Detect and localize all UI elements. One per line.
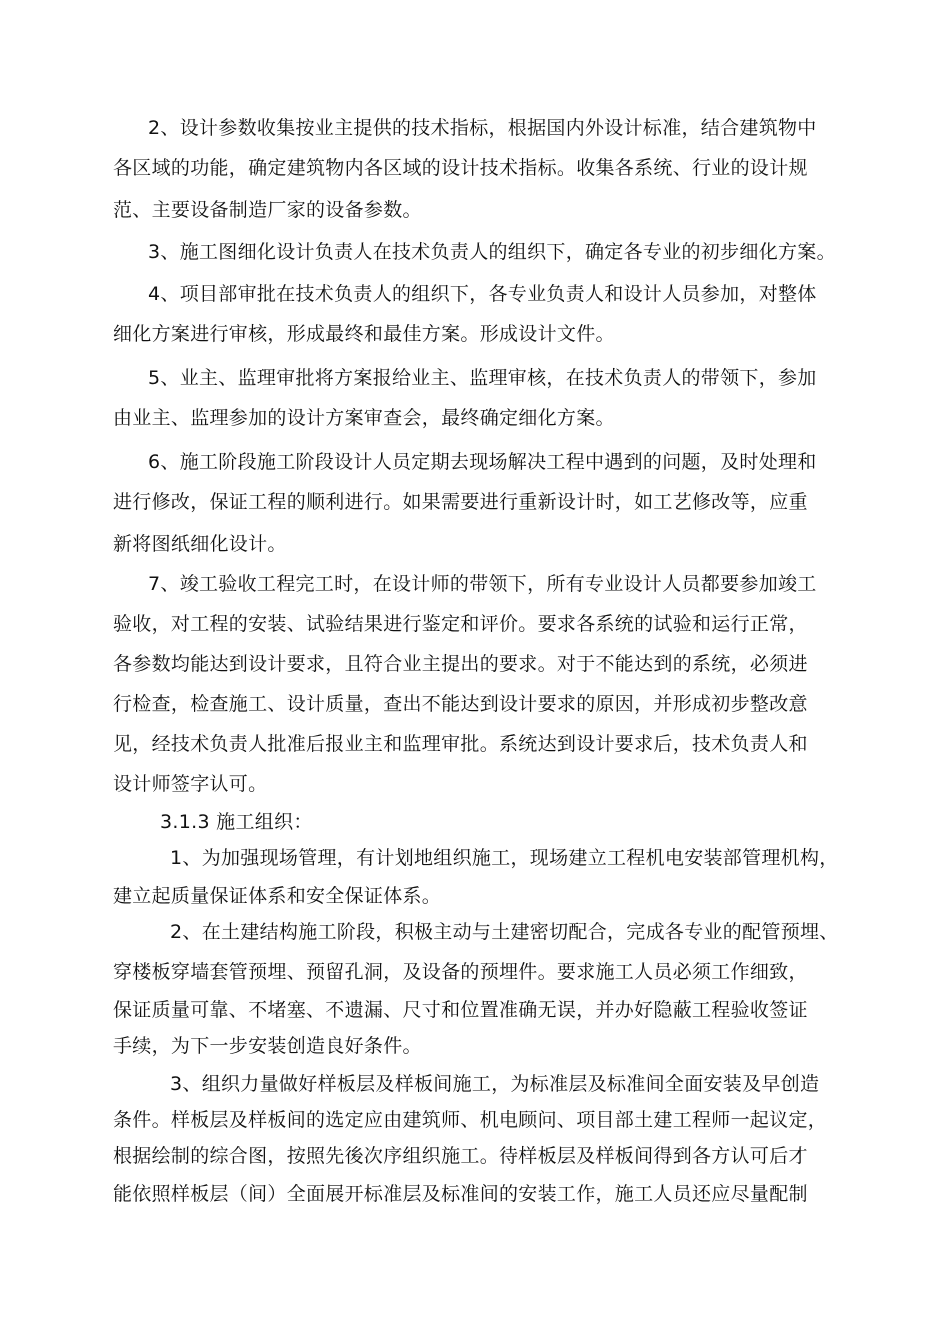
text-line: 手续，为下一步安装创造良好条件。 [113,1035,422,1057]
text-line: 3、组织力量做好样板层及样板间施工，为标准层及标准间全面安装及早创造 [170,1073,820,1095]
section-heading: 3.1.3 施工组织： [160,811,313,833]
text-line: 2、在土建结构施工阶段，积极主动与土建密切配合，完成各专业的配管预埋、 [170,921,839,943]
text-line: 建立起质量保证体系和安全保证体系。 [113,885,442,907]
text-line: 条件。样板层及样板间的选定应由建筑师、机电顾问、项目部土建工程师一起议定， [113,1109,828,1131]
text-line: 各区域的功能，确定建筑物内各区域的设计技术指标。收集各系统、行业的设计规 [113,157,808,179]
text-line: 2、设计参数收集按业主提供的技术指标，根据国内外设计标准，结合建筑物中 [148,117,817,139]
text-line: 根据绘制的综合图，按照先後次序组织施工。待样板层及样板间得到各方认可后才 [113,1145,808,1167]
text-line: 穿楼板穿墙套管预埋、预留孔洞，及设备的预埋件。要求施工人员必须工作细致， [113,961,808,983]
text-line: 设计师签字认可。 [113,773,268,795]
text-line: 验收，对工程的安装、试验结果进行鉴定和评价。要求各系统的试验和运行正常， [113,613,808,635]
text-line: 见，经技术负责人批准后报业主和监理审批。系统达到设计要求后，技术负责人和 [113,733,808,755]
text-line: 6、施工阶段施工阶段设计人员定期去现场解决工程中遇到的问题，及时处理和 [148,451,817,473]
text-line: 进行修改，保证工程的顺利进行。如果需要进行重新设计时，如工艺修改等，应重 [113,491,808,513]
text-line: 1、为加强现场管理，有计划地组织施工，现场建立工程机电安装部管理机构， [170,847,839,869]
text-line: 5、业主、监理审批将方案报给业主、监理审核，在技术负责人的带领下，参加 [148,367,817,389]
text-line: 3、施工图细化设计负责人在技术负责人的组织下，确定各专业的初步细化方案。 [148,241,836,263]
text-line: 保证质量可靠、不堵塞、不遗漏、尺寸和位置准确无误，并办好隐蔽工程验收签证 [113,999,808,1021]
text-line: 新将图纸细化设计。 [113,533,287,555]
text-line: 由业主、监理参加的设计方案审查会，最终确定细化方案。 [113,407,615,429]
text-line: 能依照样板层（间）全面展开标准层及标准间的安装工作，施工人员还应尽量配制 [113,1183,808,1205]
text-line: 行检查，检查施工、设计质量，查出不能达到设计要求的原因，并形成初步整改意 [113,693,808,715]
text-line: 7、竣工验收工程完工时，在设计师的带领下，所有专业设计人员都要参加竣工 [148,573,817,595]
text-line: 细化方案进行审核，形成最终和最佳方案。形成设计文件。 [113,323,615,345]
text-line: 4、项目部审批在技术负责人的组织下，各专业负责人和设计人员参加，对整体 [148,283,817,305]
text-line: 各参数均能达到设计要求，且符合业主提出的要求。对于不能达到的系统，必须进 [113,653,808,675]
text-line: 范、主要设备制造厂家的设备参数。 [113,199,422,221]
